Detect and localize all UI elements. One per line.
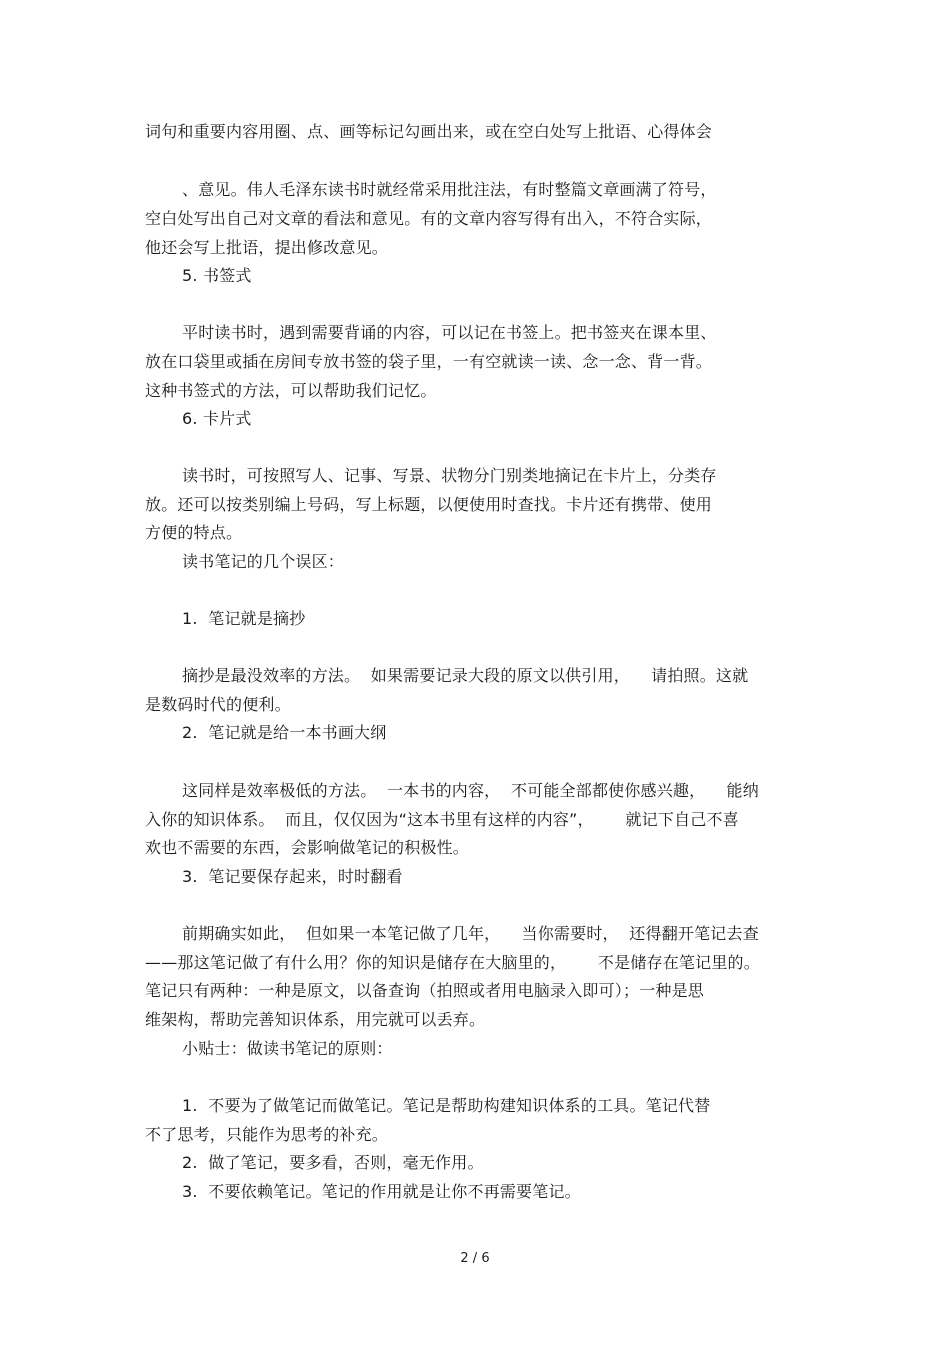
section-heading: 5. 书签式 <box>182 266 252 285</box>
page-number: 2 / 6 <box>460 1251 490 1266</box>
section-heading: 6. 卡片式 <box>182 409 252 428</box>
text-line: 、意见。伟人毛泽东读书时就经常采用批注法，有时整篇文章画满了符号， <box>182 180 717 199</box>
text-line: 入你的知识体系。 而且，仅仅因为“这本书里有这样的内容”， 就记下自己不喜 <box>145 810 739 829</box>
list-item-heading: 2. 做了笔记，要多看，否则，毫无作用。 <box>182 1153 484 1172</box>
section-heading: 小贴士：做读书笔记的原则： <box>182 1039 393 1058</box>
text-line: 平时读书时，遇到需要背诵的内容，可以记在书签上。把书签夹在课本里、 <box>182 323 717 342</box>
text-line: 摘抄是最没效率的方法。 如果需要记录大段的原文以供引用， 请拍照。这就 <box>182 666 749 685</box>
text-line: 是数码时代的便利。 <box>145 695 291 714</box>
text-line: 读书时，可按照写人、记事、写景、状物分门别类地摘记在卡片上，分类存 <box>182 466 717 485</box>
text-line: 维架构，帮助完善知识体系，用完就可以丢弃。 <box>145 1010 486 1029</box>
text-line: ——那这笔记做了有什么用？你的知识是储存在大脑里的， 不是储存在笔记里的。 <box>145 953 760 972</box>
list-item-heading: 2. 笔记就是给一本书画大纲 <box>182 723 387 742</box>
text-line: 空白处写出自己对文章的看法和意见。有的文章内容写得有出入，不符合实际， <box>145 209 713 228</box>
text-line: 词句和重要内容用圈、点、画等标记勾画出来，或在空白处写上批语、心得体会 <box>145 122 713 141</box>
text-line: 放。还可以按类别编上号码，写上标题，以便使用时查找。卡片还有携带、使用 <box>145 495 713 514</box>
text-line: 不了思考，只能作为思考的补充。 <box>145 1125 389 1144</box>
text-line: 笔记只有两种：一种是原文，以备查询（拍照或者用电脑录入即可）；一种是思 <box>145 981 705 1000</box>
text-line: 这种书签式的方法，可以帮助我们记忆。 <box>145 381 437 400</box>
section-heading: 读书笔记的几个误区： <box>182 552 345 571</box>
text-line: 前期确实如此， 但如果一本笔记做了几年， 当你需要时， 还得翻开笔记去查 <box>182 924 759 943</box>
text-line: 放在口袋里或插在房间专放书签的袋子里，一有空就读一读、念一念、背一背。 <box>145 352 713 371</box>
list-item-heading: 1. 笔记就是摘抄 <box>182 609 306 628</box>
text-line: 这同样是效率极低的方法。 一本书的内容， 不可能全部都使你感兴趣， 能纳 <box>182 781 759 800</box>
list-item-heading: 3. 不要依赖笔记。笔记的作用就是让你不再需要笔记。 <box>182 1182 581 1201</box>
list-item-heading: 3. 笔记要保存起来，时时翻看 <box>182 867 403 886</box>
text-line: 欢也不需要的东西，会影响做笔记的积极性。 <box>145 838 470 857</box>
text-line: 方便的特点。 <box>145 523 243 542</box>
list-item-heading: 1. 不要为了做笔记而做笔记。笔记是帮助构建知识体系的工具。笔记代替 <box>182 1096 711 1115</box>
text-line: 他还会写上批语，提出修改意见。 <box>145 238 389 257</box>
